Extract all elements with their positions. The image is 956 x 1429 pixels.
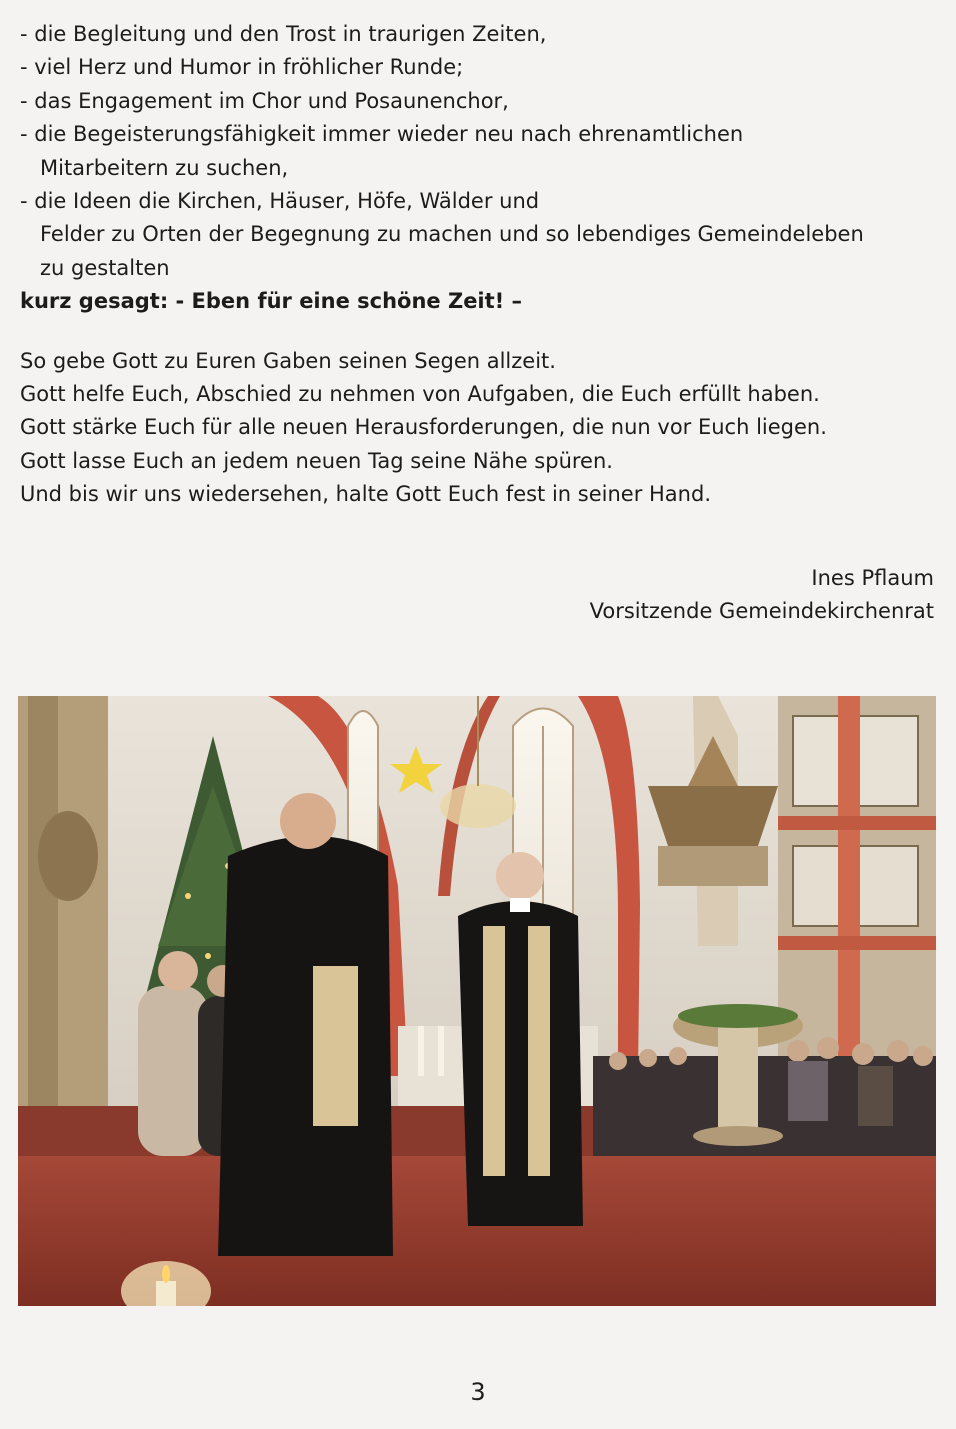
list-item-continuation: Felder zu Orten der Begegnung zu machen und so lebendiges Gemeindeleben <box>40 222 864 247</box>
list-item: - die Begeisterungsfähigkeit immer wieder neu nach ehrenamtlichen <box>20 122 744 147</box>
blessing-line: Gott stärke Euch für alle neuen Herausforderungen, die nun vor Euch liegen. <box>20 415 827 440</box>
list-item: - viel Herz und Humor in fröhlicher Runde; <box>20 55 464 80</box>
blessing-line: Gott lasse Euch an jedem neuen Tag seine Nähe spüren. <box>20 448 613 473</box>
summary-line: kurz gesagt: - Eben für eine schöne Zeit! – <box>20 289 523 314</box>
list-item: - das Engagement im Chor und Posaunenchor, <box>20 88 509 113</box>
list-item: - die Ideen die Kirchen, Häuser, Höfe, Wälder und <box>20 189 540 214</box>
list-item-continuation: zu gestalten <box>40 255 170 280</box>
blessing-line: So gebe Gott zu Euren Gaben seinen Segen allzeit. <box>20 348 556 373</box>
list-item: - die Begleitung und den Trost in traurigen Zeiten, <box>20 22 547 46</box>
blessing-line: Gott helfe Euch, Abschied zu nehmen von Aufgaben, die Euch erfüllt haben. <box>20 382 820 407</box>
blessing-line: Und bis wir uns wiedersehen, halte Gott Euch fest in seiner Hand. <box>20 482 711 507</box>
letter-body <box>20 18 940 512</box>
list-item-continuation: Mitarbeitern zu suchen, <box>40 155 289 180</box>
church-photo <box>18 696 936 1306</box>
page-number: 3 <box>470 1378 486 1406</box>
signature-name: Ines Pflaum <box>811 566 934 590</box>
signature-role: Vorsitzende Gemeindekirchenrat <box>589 599 934 623</box>
signature-block <box>590 562 934 628</box>
